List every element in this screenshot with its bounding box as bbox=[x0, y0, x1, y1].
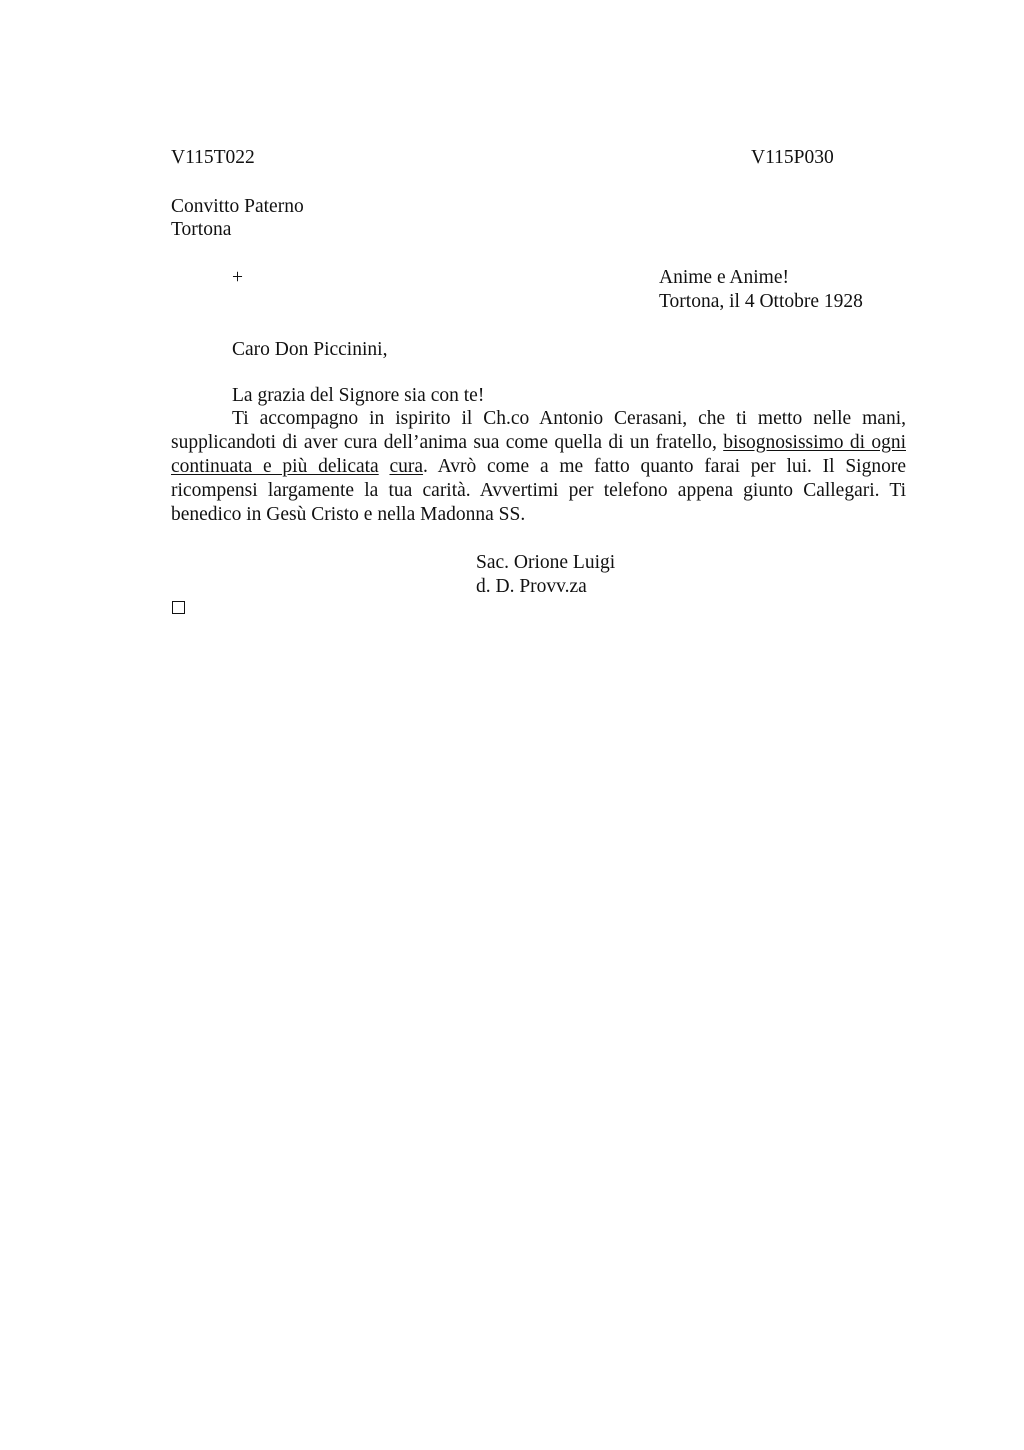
end-square-icon bbox=[172, 601, 185, 614]
body-space bbox=[379, 456, 390, 477]
signature-line-2: d. D. Provv.za bbox=[476, 576, 587, 597]
greeting: La grazia del Signore sia con te! bbox=[232, 385, 485, 406]
motto: Anime e Anime! bbox=[659, 267, 789, 288]
place-date: Tortona, il 4 Ottobre 1928 bbox=[659, 291, 863, 312]
body-text-part-1: Ti accompagno in ispirito il Ch.co Antonio Cerasani, che ti metto nelle mani, supplicandoti di aver cura dell’anima sua come quella di un fratello, bbox=[171, 408, 906, 453]
archive-code-right: V115P030 bbox=[751, 147, 834, 168]
cross-symbol: + bbox=[232, 267, 243, 288]
recipient-line-1: Convitto Paterno bbox=[171, 196, 304, 217]
archive-code-left: V115T022 bbox=[171, 147, 255, 168]
letter-body bbox=[171, 407, 906, 527]
body-underlined-phrase: bisognosissimo di ogni continuata e più delicata bbox=[171, 432, 906, 477]
recipient-line-2: Tortona bbox=[171, 219, 232, 240]
body-underlined-word: cura bbox=[389, 456, 424, 477]
salutation: Caro Don Piccinini, bbox=[232, 339, 388, 360]
signature-line-1: Sac. Orione Luigi bbox=[476, 552, 616, 573]
body-text-part-2: . Avrò come a me fatto quanto farai per lui. Il Signore ricompensi largamente la tua carità. Avvertimi per telefono appena giunto Callegari. Ti benedico in Gesù Cristo e nella Madonna SS. bbox=[171, 456, 906, 525]
